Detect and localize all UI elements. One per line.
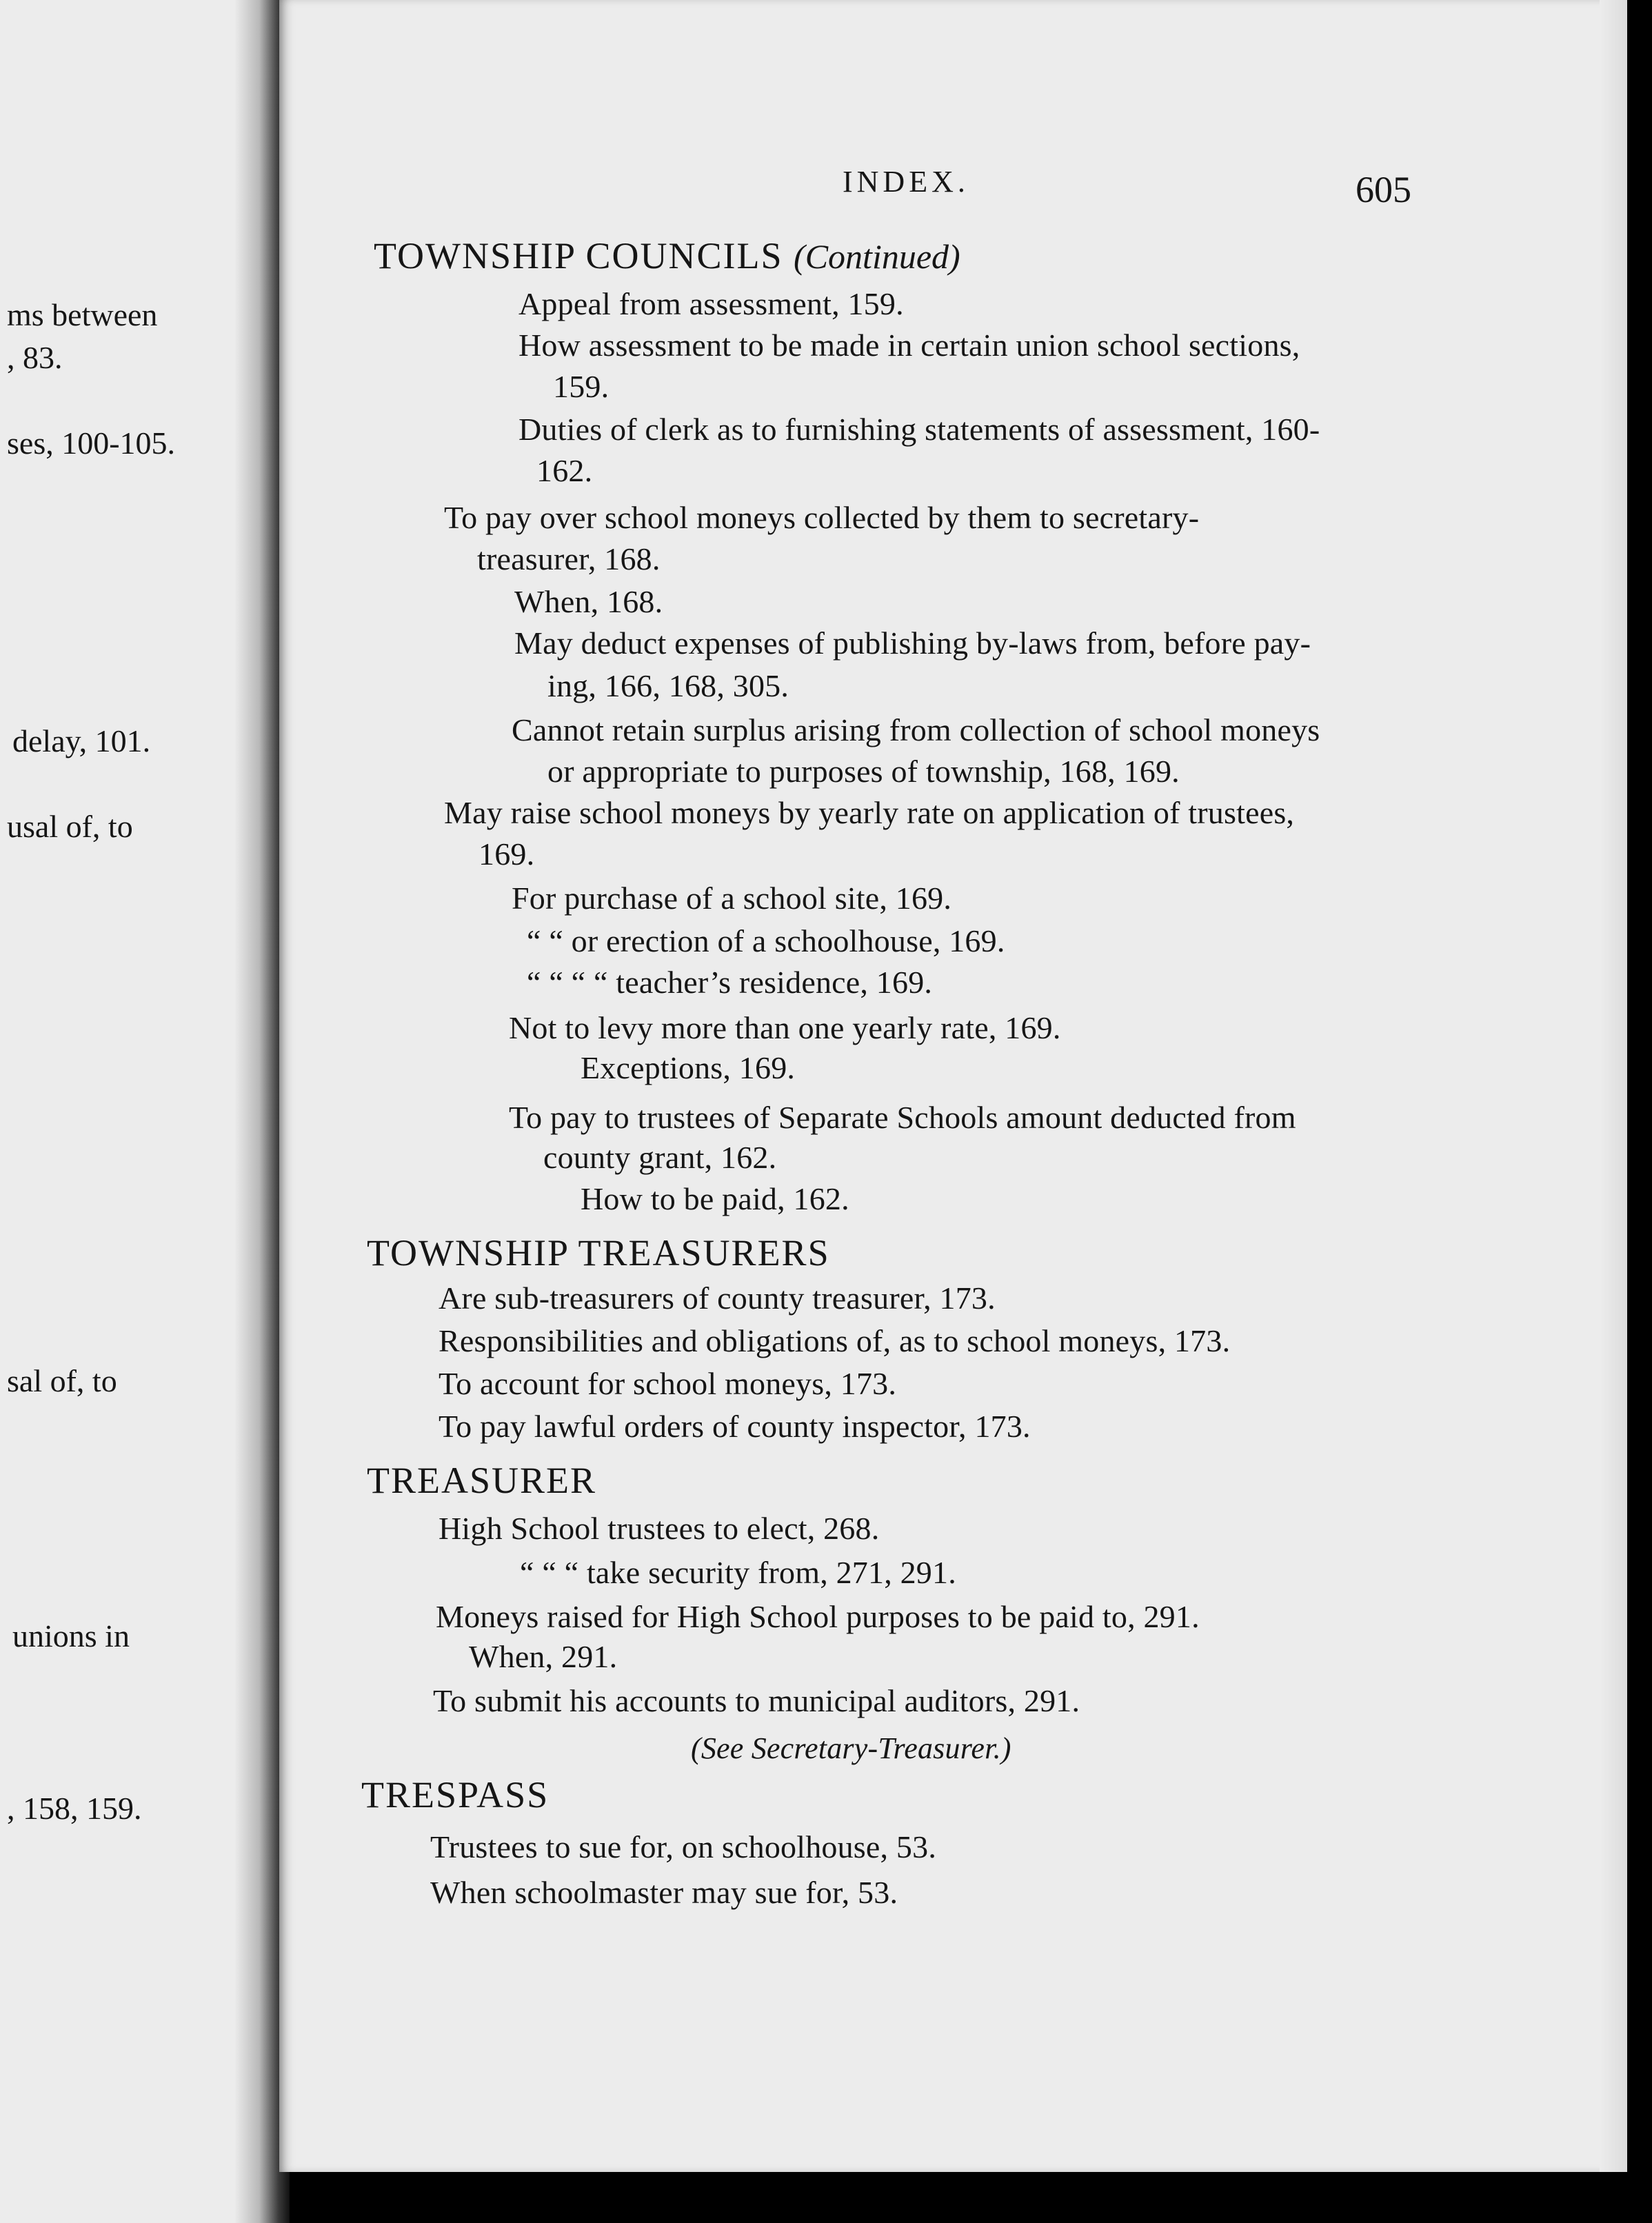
heading-suffix: (Continued) [794, 237, 960, 276]
index-entry: When schoolmaster may sue for, 53. [430, 1875, 898, 1910]
heading-text: TOWNSHIP COUNCILS [374, 235, 783, 276]
running-title: INDEX. [843, 165, 969, 199]
index-entry: Exceptions, 169. [581, 1050, 796, 1085]
left-fragment: , 158, 159. [7, 1791, 142, 1826]
index-entry: To pay over school moneys collected by them to secretary- [444, 500, 1200, 535]
left-fragment: delay, 101. [12, 723, 151, 758]
index-entry: or appropriate to purposes of township, 168, 169. [547, 754, 1180, 789]
index-entry: Duties of clerk as to furnishing statements of assessment, 160- [518, 412, 1320, 447]
left-fragment: sal of, to [7, 1363, 117, 1398]
left-fragment: usal of, to [7, 809, 133, 844]
left-page [0, 0, 272, 2223]
index-entry: To account for school moneys, 173. [439, 1366, 897, 1401]
index-entry: Trustees to sue for, on schoolhouse, 53. [430, 1829, 937, 1864]
left-fragment: ses, 100-105. [7, 425, 176, 461]
index-entry: When, 168. [514, 584, 663, 619]
left-fragment: ms between [7, 297, 158, 332]
index-entry: How to be paid, 162. [581, 1181, 849, 1216]
index-entry: “ “ “ take security from, 271, 291. [520, 1555, 956, 1590]
index-entry: Not to levy more than one yearly rate, 169. [509, 1010, 1061, 1045]
section-heading [374, 234, 960, 277]
index-entry: Are sub-treasurers of county treasurer, 173. [439, 1280, 996, 1316]
section-heading: TREASURER [367, 1460, 597, 1501]
index-entry: May raise school moneys by yearly rate on application of trustees, [444, 795, 1295, 830]
index-entry: “ “ or erection of a schoolhouse, 169. [527, 923, 1005, 958]
section-heading: TOWNSHIP TREASURERS [367, 1232, 830, 1274]
index-entry: For purchase of a school site, 169. [512, 881, 952, 916]
index-entry: Moneys raised for High School purposes to be paid to, 291. [436, 1599, 1200, 1634]
index-entry: Appeal from assessment, 159. [518, 286, 904, 321]
index-entry: 162. [536, 453, 593, 488]
index-entry: “ “ “ “ teacher’s residence, 169. [527, 965, 933, 1000]
index-entry: When, 291. [469, 1639, 618, 1674]
left-fragment: , 83. [7, 340, 63, 375]
left-fragment: unions in [12, 1618, 130, 1653]
index-entry: 169. [479, 836, 535, 872]
cross-reference: (See Secretary-Treasurer.) [691, 1731, 1011, 1765]
index-entry: county grant, 162. [543, 1140, 777, 1175]
index-entry: ing, 166, 168, 305. [547, 668, 789, 703]
page-number: 605 [1356, 169, 1411, 210]
index-entry: How assessment to be made in certain union school sections, [518, 328, 1300, 363]
index-entry: treasurer, 168. [477, 541, 661, 576]
index-entry: 159. [553, 369, 610, 404]
index-entry: May deduct expenses of publishing by-laws from, before pay- [514, 625, 1311, 661]
index-entry: To pay lawful orders of county inspector, 173. [439, 1409, 1031, 1444]
section-heading: TRESPASS [361, 1774, 550, 1815]
index-entry: Responsibilities and obligations of, as to school moneys, 173. [439, 1323, 1231, 1358]
index-entry: Cannot retain surplus arising from collection of school moneys [512, 712, 1320, 747]
index-entry: High School trustees to elect, 268. [439, 1511, 880, 1546]
index-entry: To submit his accounts to municipal auditors, 291. [433, 1683, 1080, 1718]
index-entry: To pay to trustees of Separate Schools amount deducted from [509, 1100, 1296, 1135]
